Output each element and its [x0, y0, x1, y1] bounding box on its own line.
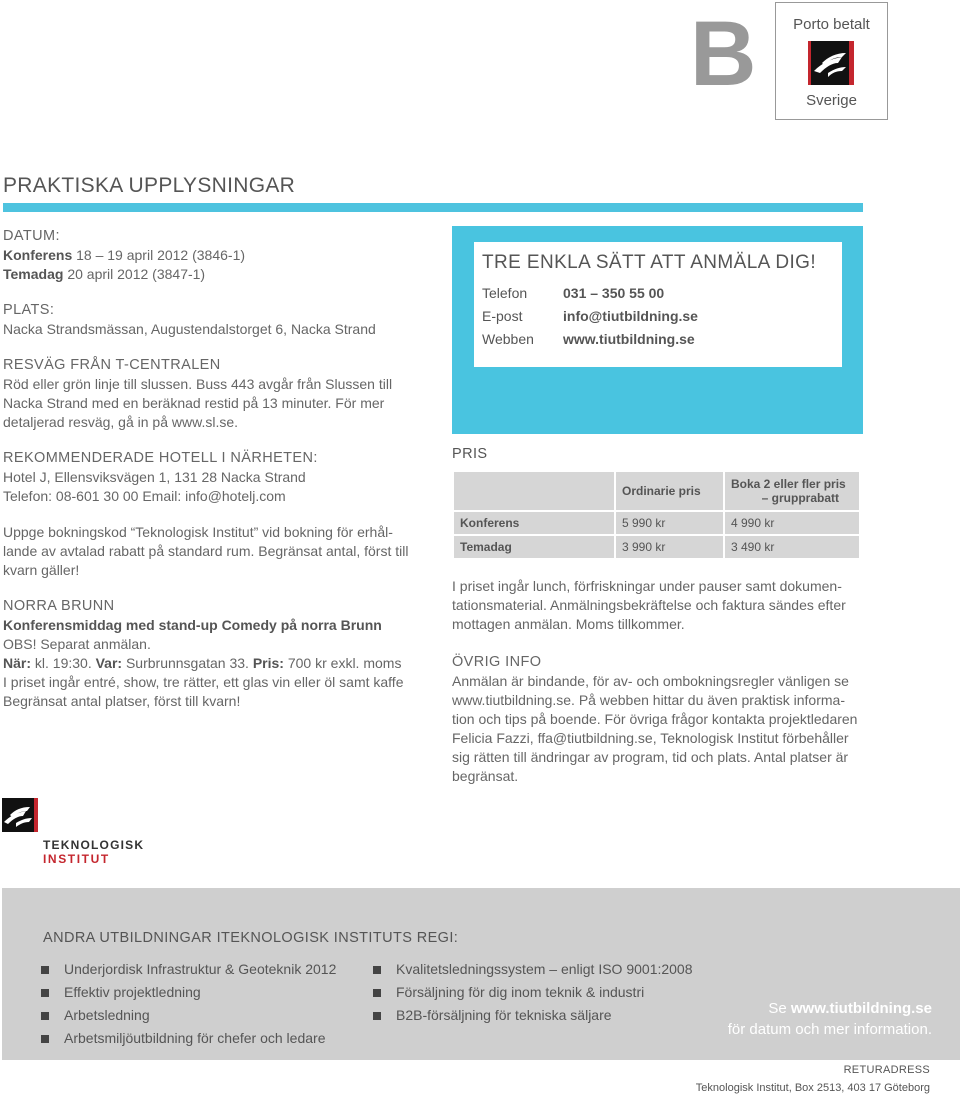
- register-title: TRE ENKLA SÄTT ATT ANMÄLA DIG!: [482, 252, 817, 273]
- list-item: Arbetsledning: [41, 1004, 336, 1027]
- table-header-row: [454, 472, 859, 510]
- see-website-note: Se www.tiutbildning.se för datum och mer information.: [727, 1000, 932, 1038]
- list-item: Effektiv projektledning: [41, 981, 336, 1004]
- hotel-address: Hotel J, Ellensviksvägen 1, 131 28 Nacka Strand: [3, 469, 306, 485]
- other-info-text: begränsat.: [452, 768, 519, 784]
- page-title: PRAKTISKA UPPLYSNINGAR: [3, 174, 296, 197]
- group-price-header: Boka 2 eller fler pris – grupprabatt: [725, 472, 859, 510]
- bullet-icon: [41, 966, 49, 974]
- table-row: Temadag 3 990 kr 3 490 kr: [454, 536, 859, 558]
- country-label: Sverige: [806, 92, 857, 109]
- register-row: [482, 328, 834, 351]
- practical-info-column: [3, 227, 433, 728]
- booking-text: kvarn gäller!: [3, 562, 80, 578]
- courses-list-right: [373, 958, 693, 1027]
- place-heading: PLATS:: [3, 302, 55, 318]
- norra-brunn-section: [3, 597, 433, 711]
- bullet-icon: [373, 966, 381, 974]
- web-link[interactable]: www.tiutbildning.se: [563, 331, 695, 347]
- price-note: I priset ingår lunch, förfriskningar under pauser samt dokumen-: [452, 578, 842, 594]
- return-address: Teknologisk Institut, Box 2513, 403 17 Göteborg: [695, 1082, 930, 1094]
- conference-label: Konferens: [3, 247, 73, 263]
- register-box: [474, 242, 842, 367]
- travel-text: Röd eller grön linje till slussen. Buss 443 avgår från Slussen till: [3, 376, 393, 392]
- teknologisk-institut-logo-icon: [2, 798, 38, 832]
- place-section: [3, 301, 433, 339]
- booking-section: [3, 523, 433, 580]
- return-address-label: RETURADRESS: [843, 1064, 930, 1076]
- brunn-text: Begränsat antal platser, först till kvarn!: [3, 693, 241, 709]
- other-info-text: Felicia Fazzi, ffa@tiutbildning.se, Teknologisk Institut förbehåller: [452, 730, 849, 746]
- place-text: Nacka Strandsmässan, Augustendalstorget 6, Nacka Strand: [3, 321, 376, 337]
- table-row: Konferens 5 990 kr 4 990 kr: [454, 512, 859, 534]
- postage-paid-label: Porto betalt: [793, 16, 870, 33]
- logo-wordmark-sub: INSTITUT: [43, 852, 110, 866]
- sort-letter: B: [690, 3, 757, 105]
- register-row: [482, 305, 834, 328]
- price-note: mottagen anmälan. Moms tillkommer.: [452, 616, 685, 632]
- other-info-text: Anmälan är bindande, för av- och ombokningsregler vänligen se: [452, 673, 849, 689]
- price-table: [452, 470, 861, 560]
- postage-paid-box: [775, 2, 888, 120]
- travel-heading: RESVÄG FRÅN T-CENTRALEN: [3, 357, 221, 373]
- conference-date: 18 – 19 april 2012 (3846-1): [72, 247, 246, 263]
- logo-wordmark: TEKNOLOGISK: [43, 838, 145, 852]
- bullet-icon: [41, 1012, 49, 1020]
- other-info-text: tion och tips på boende. För övriga frågor kontakta projektledaren: [452, 711, 858, 727]
- register-panel: [452, 226, 863, 434]
- theme-day-label: Temadag: [3, 266, 64, 282]
- phone-value[interactable]: 031 – 350 55 00: [563, 285, 665, 301]
- brunn-title: Konferensmiddag med stand-up Comedy på norra Brunn: [3, 617, 382, 633]
- where-label: Var:: [95, 655, 123, 671]
- other-info-text: www.tiutbildning.se. På webben hittar du även praktisk informa-: [452, 692, 845, 708]
- price-label: Pris:: [252, 655, 284, 671]
- date-section: [3, 227, 433, 284]
- hotel-heading: REKOMMENDERADE HOTELL I NÄRHETEN:: [3, 450, 318, 466]
- where-value: Surbrunnsgatan 33.: [122, 655, 253, 671]
- list-item: Underjordisk Infrastruktur & Geoteknik 2012: [41, 958, 336, 981]
- website-link[interactable]: www.tiutbildning.se: [790, 1000, 932, 1017]
- bullet-icon: [373, 1012, 381, 1020]
- price-notes: [452, 577, 862, 786]
- price-value: 700 kr exkl. moms: [283, 655, 402, 671]
- email-link[interactable]: info@tiutbildning.se: [563, 308, 698, 324]
- brunn-text: I priset ingår entré, show, tre rätter, ett glas vin eller öl samt kaffe: [3, 674, 404, 690]
- other-info-text: sig rätten till ändringar av program, tid och plats. Antal platser är: [452, 749, 849, 765]
- bullet-icon: [41, 1035, 49, 1043]
- travel-text: detaljerad resväg, gå in på www.sl.se.: [3, 414, 239, 430]
- when-label: När:: [3, 655, 32, 671]
- bullet-icon: [373, 989, 381, 997]
- hotel-contact: Telefon: 08-601 30 00 Email: info@hotelj.com: [3, 488, 286, 504]
- theme-day-date: 20 april 2012 (3847-1): [63, 266, 206, 282]
- ordinary-price-header: Ordinarie pris: [616, 472, 723, 510]
- postal-logo-icon: [808, 41, 854, 85]
- courses-list-left: [41, 958, 336, 1050]
- hotel-section: [3, 449, 433, 506]
- price-heading: PRIS: [452, 446, 488, 462]
- list-item: Försäljning för dig inom teknik & industri: [373, 981, 693, 1004]
- travel-text: Nacka Strand med en beräknad restid på 13 minuter. För mer: [3, 395, 385, 411]
- when-value: kl. 19:30.: [31, 655, 96, 671]
- list-item: Arbetsmiljöutbildning för chefer och ledare: [41, 1027, 336, 1050]
- other-courses-band: [2, 888, 960, 1060]
- web-label: Webben: [482, 331, 534, 347]
- price-note: tationsmaterial. Anmälningsbekräftelse och faktura sändes efter: [452, 597, 846, 613]
- booking-text: Uppge bokningskod “Teknologisk Institut” vid bokning för erhål-: [3, 524, 393, 540]
- register-row: [482, 282, 834, 305]
- phone-label: Telefon: [482, 285, 528, 301]
- travel-section: [3, 356, 433, 432]
- other-info-heading: ÖVRIG INFO: [452, 654, 542, 670]
- booking-text: lande av avtalad rabatt på standard rum. Begränsat antal, först till: [3, 543, 409, 559]
- email-label: E-post: [482, 308, 523, 324]
- title-divider: [3, 203, 863, 212]
- brunn-heading: NORRA BRUNN: [3, 598, 115, 614]
- bullet-icon: [41, 989, 49, 997]
- list-item: Kvalitetsledningssystem – enligt ISO 9001:2008: [373, 958, 693, 981]
- brunn-note: OBS! Separat anmälan.: [3, 636, 151, 652]
- list-item: B2B-försäljning för tekniska säljare: [373, 1004, 693, 1027]
- date-heading: DATUM:: [3, 228, 60, 244]
- other-courses-heading: ANDRA UTBILDNINGAR ITEKNOLOGISK INSTITUTS REGI:: [43, 930, 459, 946]
